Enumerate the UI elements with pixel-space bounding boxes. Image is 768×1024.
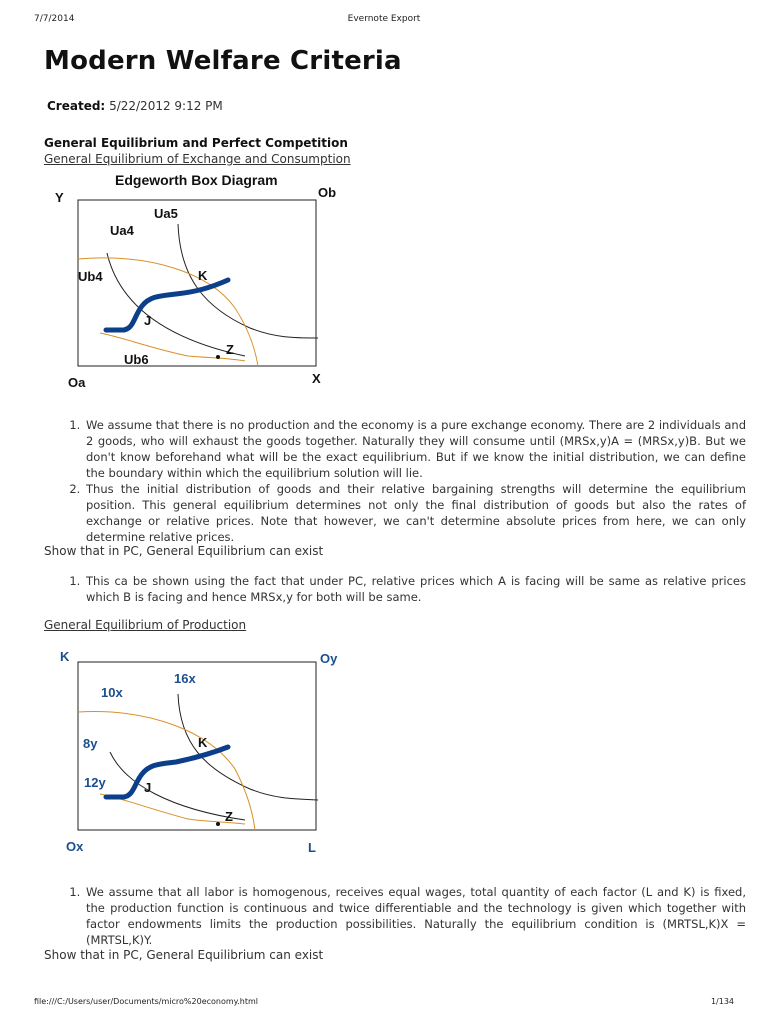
diagram-title: Edgeworth Box Diagram xyxy=(115,172,278,188)
note-title: Modern Welfare Criteria xyxy=(44,46,402,76)
file-path: file:///C:/Users/user/Documents/micro%20economy.html xyxy=(34,997,259,1006)
label-16x: 16x xyxy=(174,671,196,686)
list-item: 1. This ca be shown using the fact that under PC, relative prices which A is facing will be same as relative prices which B is facing and hence MRSx,y for both will be same. xyxy=(84,573,746,605)
edgeworth-box-diagram xyxy=(50,168,350,398)
show-pc-points-list xyxy=(64,573,746,605)
label-k: K xyxy=(198,268,208,283)
label-ub4: Ub4 xyxy=(78,269,103,284)
label-j: J xyxy=(144,780,152,795)
contract-curve xyxy=(106,280,228,330)
label-ub6: Ub6 xyxy=(124,352,149,367)
created-line xyxy=(47,99,223,113)
point-z xyxy=(216,355,220,359)
label-x: X xyxy=(312,371,321,386)
label-ua5: Ua5 xyxy=(154,206,178,221)
list-item: 1. We assume that there is no production and the economy is a pure exchange economy. There are 2 individuals and 2 goods, who will exhaust the goods together. Naturally they will consume until (MRSx,y)A = (MRSx,y)B. But we don't know beforehand what will be the exact equilibrium. But if we know the initial distribution, we can define the boundary within which the equilibrium solution will lie. xyxy=(84,417,746,481)
exchange-subheading: General Equilibrium of Exchange and Consumption xyxy=(44,152,351,166)
show-pc-text-2: Show that in PC, General Equilibrium can exist xyxy=(44,948,324,962)
label-oy: Oy xyxy=(320,651,338,666)
export-date: 7/7/2014 xyxy=(34,14,75,24)
label-ua4: Ua4 xyxy=(110,223,134,238)
label-10x: 10x xyxy=(101,685,123,700)
created-label: Created: xyxy=(47,99,106,113)
label-z: Z xyxy=(225,809,233,824)
export-title: Evernote Export xyxy=(347,14,421,24)
label-y: Y xyxy=(55,190,64,205)
show-pc-text: Show that in PC, General Equilibrium can exist xyxy=(44,544,324,558)
label-z: Z xyxy=(226,342,234,357)
label-oa: Oa xyxy=(68,375,86,390)
label-j: J xyxy=(144,313,152,328)
label-k-axis: K xyxy=(60,649,70,664)
label-ox: Ox xyxy=(66,839,84,854)
list-item: 2. Thus the initial distribution of goods and their relative bargaining strengths will determine the equilibrium position. This general equilibrium determines not only the final distribution of goods but also the rates of exchange or relative prices. Note that however, we can't determine absolute prices from here, we can only determine relative prices. xyxy=(84,481,746,545)
exchange-points-list xyxy=(64,417,746,545)
label-8y: 8y xyxy=(83,736,98,751)
ub6-curve xyxy=(100,333,245,361)
section-heading: General Equilibrium and Perfect Competition xyxy=(44,136,348,150)
label-12y: 12y xyxy=(84,775,106,790)
point-z xyxy=(216,822,220,826)
production-box-diagram xyxy=(50,644,360,858)
page-number: 1/134 xyxy=(710,997,734,1006)
production-subheading: General Equilibrium of Production xyxy=(44,618,247,632)
label-l: L xyxy=(308,840,316,855)
list-item: 1. We assume that all labor is homogenous, receives equal wages, total quantity of each factor (L and K) is fixed, the production function is continuous and twice differentiable and the technology is given which together with factor endowments limits the production possibilities. Naturally the equilibrium condition is (MRTSL,K)X = (MRTSL,K)Y. xyxy=(84,884,746,948)
label-ob: Ob xyxy=(318,185,337,200)
label-k: K xyxy=(198,735,208,750)
created-value: 5/22/2012 9:12 PM xyxy=(109,99,223,113)
production-points-list xyxy=(64,884,746,948)
